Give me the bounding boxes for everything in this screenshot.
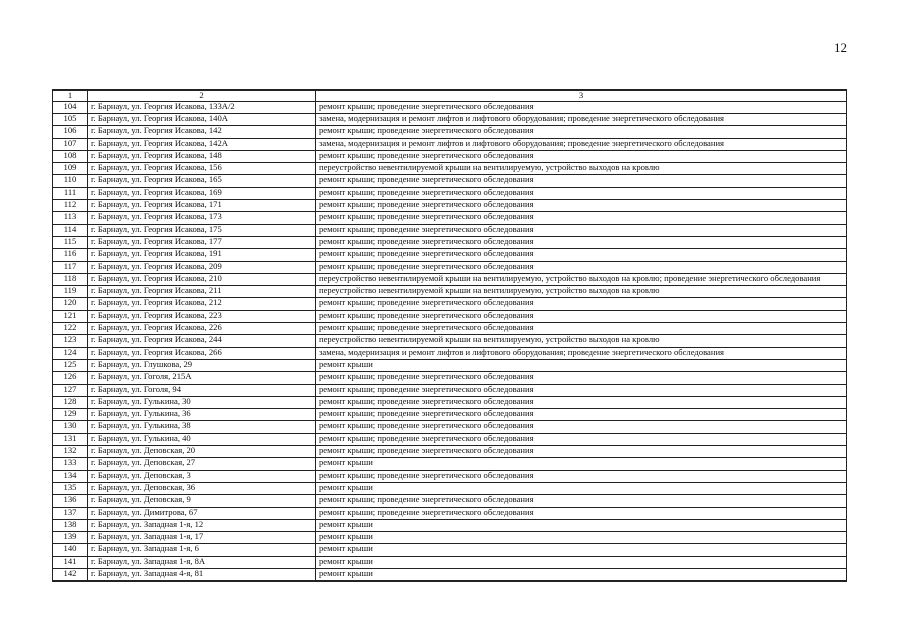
- row-number-cell: 128: [53, 396, 88, 408]
- table-row: [53, 323, 847, 335]
- works-cell: замена, модернизация и ремонт лифтов и лифтового оборудования; проведение энергетического обследования: [316, 138, 847, 150]
- address-cell: г. Барнаул, ул. Гулькина, 38: [88, 421, 316, 433]
- works-cell: ремонт крыши; проведение энергетического обследования: [316, 175, 847, 187]
- works-cell: ремонт крыши; проведение энергетического обследования: [316, 212, 847, 224]
- address-cell: г. Барнаул, ул. Георгия Исакова, 171: [88, 200, 316, 212]
- table-row: [53, 224, 847, 236]
- works-cell: ремонт крыши; проведение энергетического обследования: [316, 507, 847, 519]
- table-row: [53, 482, 847, 494]
- address-cell: г. Барнаул, ул. Георгия Исакова, 175: [88, 224, 316, 236]
- works-cell: ремонт крыши; проведение энергетического обследования: [316, 421, 847, 433]
- row-number-cell: 117: [53, 261, 88, 273]
- table-row: [53, 126, 847, 138]
- table-body: [53, 101, 847, 581]
- address-cell: г. Барнаул, ул. Гулькина, 40: [88, 433, 316, 445]
- works-cell: ремонт крыши; проведение энергетического обследования: [316, 150, 847, 162]
- address-cell: г. Барнаул, ул. Георгия Исакова, 165: [88, 175, 316, 187]
- address-cell: г. Барнаул, ул. Западная 1-я, 17: [88, 532, 316, 544]
- row-number-cell: 122: [53, 323, 88, 335]
- address-cell: г. Барнаул, ул. Георгия Исакова, 169: [88, 187, 316, 199]
- table-row: [53, 298, 847, 310]
- row-number-cell: 136: [53, 495, 88, 507]
- works-cell: ремонт крыши: [316, 544, 847, 556]
- works-cell: ремонт крыши; проведение энергетического обследования: [316, 224, 847, 236]
- works-cell: ремонт крыши; проведение энергетического обследования: [316, 298, 847, 310]
- works-cell: ремонт крыши; проведение энергетического обследования: [316, 200, 847, 212]
- table-row: [53, 421, 847, 433]
- row-number-cell: 120: [53, 298, 88, 310]
- table-row: [53, 384, 847, 396]
- works-cell: переустройство невентилируемой крыши на вентилируемую, устройство выходов на кровлю: [316, 286, 847, 298]
- table-row: [53, 544, 847, 556]
- works-cell: ремонт крыши: [316, 458, 847, 470]
- table-row: [53, 433, 847, 445]
- address-cell: г. Барнаул, ул. Западная 4-я, 81: [88, 568, 316, 580]
- works-cell: замена, модернизация и ремонт лифтов и лифтового оборудования; проведение энергетического обследования: [316, 347, 847, 359]
- table-row: [53, 163, 847, 175]
- works-cell: ремонт крыши; проведение энергетического обследования: [316, 433, 847, 445]
- works-cell: ремонт крыши: [316, 359, 847, 371]
- address-cell: г. Барнаул, ул. Георгия Исакова, 210: [88, 273, 316, 285]
- row-number-cell: 132: [53, 446, 88, 458]
- table-row: [53, 236, 847, 248]
- address-cell: г. Барнаул, ул. Гоголя, 215А: [88, 372, 316, 384]
- address-cell: г. Барнаул, ул. Деповская, 36: [88, 482, 316, 494]
- table-row: [53, 335, 847, 347]
- address-cell: г. Барнаул, ул. Гулькина, 36: [88, 409, 316, 421]
- address-cell: г. Барнаул, ул. Георгия Исакова, 173: [88, 212, 316, 224]
- table-row: [53, 261, 847, 273]
- works-cell: ремонт крыши; проведение энергетического обследования: [316, 372, 847, 384]
- row-number-cell: 116: [53, 249, 88, 261]
- row-number-cell: 138: [53, 519, 88, 531]
- address-cell: г. Барнаул, ул. Георгия Исакова, 140А: [88, 114, 316, 126]
- table-row: [53, 347, 847, 359]
- address-cell: г. Барнаул, ул. Западная 1-я, 12: [88, 519, 316, 531]
- table-row: [53, 249, 847, 261]
- row-number-cell: 119: [53, 286, 88, 298]
- address-cell: г. Барнаул, ул. Деповская, 20: [88, 446, 316, 458]
- table-row: [53, 175, 847, 187]
- works-cell: ремонт крыши; проведение энергетического обследования: [316, 384, 847, 396]
- address-cell: г. Барнаул, ул. Георгия Исакова, 223: [88, 310, 316, 322]
- row-number-cell: 123: [53, 335, 88, 347]
- row-number-cell: 112: [53, 200, 88, 212]
- table-row: [53, 114, 847, 126]
- row-number-cell: 141: [53, 556, 88, 568]
- table-row: [53, 409, 847, 421]
- table-row: [53, 101, 847, 113]
- address-cell: г. Барнаул, ул. Георгия Исакова, 148: [88, 150, 316, 162]
- address-cell: г. Барнаул, ул. Димитрова, 67: [88, 507, 316, 519]
- column-header-address: 2: [88, 90, 316, 101]
- works-cell: ремонт крыши: [316, 532, 847, 544]
- table-row: [53, 138, 847, 150]
- works-cell: ремонт крыши; проведение энергетического обследования: [316, 323, 847, 335]
- address-cell: г. Барнаул, ул. Западная 1-я, 8А: [88, 556, 316, 568]
- row-number-cell: 125: [53, 359, 88, 371]
- works-cell: ремонт крыши; проведение энергетического обследования: [316, 236, 847, 248]
- row-number-cell: 121: [53, 310, 88, 322]
- table-row: [53, 310, 847, 322]
- works-cell: ремонт крыши; проведение энергетического обследования: [316, 126, 847, 138]
- table-row: [53, 507, 847, 519]
- table-row: [53, 396, 847, 408]
- row-number-cell: 133: [53, 458, 88, 470]
- row-number-cell: 114: [53, 224, 88, 236]
- table-row: [53, 200, 847, 212]
- works-cell: ремонт крыши; проведение энергетического обследования: [316, 261, 847, 273]
- works-cell: ремонт крыши; проведение энергетического обследования: [316, 187, 847, 199]
- address-cell: г. Барнаул, ул. Георгия Исакова, 142: [88, 126, 316, 138]
- address-cell: г. Барнаул, ул. Гулькина, 30: [88, 396, 316, 408]
- row-number-cell: 127: [53, 384, 88, 396]
- row-number-cell: 107: [53, 138, 88, 150]
- row-number-cell: 134: [53, 470, 88, 482]
- address-cell: г. Барнаул, ул. Георгия Исакова, 191: [88, 249, 316, 261]
- row-number-cell: 104: [53, 101, 88, 113]
- row-number-cell: 111: [53, 187, 88, 199]
- address-cell: г. Барнаул, ул. Георгия Исакова, 156: [88, 163, 316, 175]
- row-number-cell: 130: [53, 421, 88, 433]
- table-row: [53, 359, 847, 371]
- address-cell: г. Барнаул, ул. Георгия Исакова, 212: [88, 298, 316, 310]
- row-number-cell: 110: [53, 175, 88, 187]
- table-row: [53, 150, 847, 162]
- works-cell: ремонт крыши; проведение энергетического обследования: [316, 101, 847, 113]
- row-number-cell: 124: [53, 347, 88, 359]
- address-cell: г. Барнаул, ул. Западная 1-я, 6: [88, 544, 316, 556]
- works-cell: ремонт крыши: [316, 568, 847, 580]
- address-cell: г. Барнаул, ул. Деповская, 3: [88, 470, 316, 482]
- row-number-cell: 115: [53, 236, 88, 248]
- column-header-number: 1: [53, 90, 88, 101]
- table-row: [53, 458, 847, 470]
- row-number-cell: 129: [53, 409, 88, 421]
- address-cell: г. Барнаул, ул. Георгия Исакова, 142А: [88, 138, 316, 150]
- works-cell: ремонт крыши; проведение энергетического обследования: [316, 409, 847, 421]
- table-row: [53, 568, 847, 580]
- address-cell: г. Барнаул, ул. Георгия Исакова, 211: [88, 286, 316, 298]
- page-number: 12: [834, 40, 847, 55]
- table-row: [53, 187, 847, 199]
- address-cell: г. Барнаул, ул. Георгия Исакова, 266: [88, 347, 316, 359]
- table-row: [53, 212, 847, 224]
- address-cell: г. Барнаул, ул. Георгия Исакова, 226: [88, 323, 316, 335]
- works-cell: ремонт крыши; проведение энергетического обследования: [316, 470, 847, 482]
- row-number-cell: 137: [53, 507, 88, 519]
- works-cell: ремонт крыши; проведение энергетического обследования: [316, 249, 847, 261]
- address-cell: г. Барнаул, ул. Деповская, 27: [88, 458, 316, 470]
- works-cell: ремонт крыши; проведение энергетического обследования: [316, 310, 847, 322]
- row-number-cell: 109: [53, 163, 88, 175]
- address-cell: г. Барнаул, ул. Деповская, 9: [88, 495, 316, 507]
- works-cell: ремонт крыши; проведение энергетического обследования: [316, 396, 847, 408]
- address-cell: г. Барнаул, ул. Гоголя, 94: [88, 384, 316, 396]
- address-cell: г. Барнаул, ул. Георгия Исакова, 177: [88, 236, 316, 248]
- table-row: [53, 556, 847, 568]
- table-row: [53, 495, 847, 507]
- works-cell: ремонт крыши: [316, 482, 847, 494]
- row-number-cell: 139: [53, 532, 88, 544]
- table-row: [53, 286, 847, 298]
- row-number-cell: 126: [53, 372, 88, 384]
- address-cell: г. Барнаул, ул. Георгия Исакова, 133А/2: [88, 101, 316, 113]
- table-header-row: [53, 90, 847, 101]
- works-cell: переустройство невентилируемой крыши на вентилируемую, устройство выходов на кровлю; проведение энергетического обследования: [316, 273, 847, 285]
- address-cell: г. Барнаул, ул. Георгия Исакова, 244: [88, 335, 316, 347]
- row-number-cell: 106: [53, 126, 88, 138]
- row-number-cell: 113: [53, 212, 88, 224]
- works-cell: ремонт крыши; проведение энергетического обследования: [316, 495, 847, 507]
- row-number-cell: 142: [53, 568, 88, 580]
- works-cell: замена, модернизация и ремонт лифтов и лифтового оборудования; проведение энергетического обследования: [316, 114, 847, 126]
- column-header-works: 3: [316, 90, 847, 101]
- row-number-cell: 118: [53, 273, 88, 285]
- row-number-cell: 135: [53, 482, 88, 494]
- works-cell: ремонт крыши: [316, 519, 847, 531]
- table-row: [53, 470, 847, 482]
- table-row: [53, 372, 847, 384]
- row-number-cell: 131: [53, 433, 88, 445]
- address-cell: г. Барнаул, ул. Георгия Исакова, 209: [88, 261, 316, 273]
- address-cell: г. Барнаул, ул. Глушкова, 29: [88, 359, 316, 371]
- table-row: [53, 273, 847, 285]
- table-row: [53, 519, 847, 531]
- works-cell: ремонт крыши: [316, 556, 847, 568]
- works-table: [52, 89, 847, 582]
- row-number-cell: 140: [53, 544, 88, 556]
- works-cell: ремонт крыши; проведение энергетического обследования: [316, 446, 847, 458]
- table-row: [53, 446, 847, 458]
- row-number-cell: 105: [53, 114, 88, 126]
- table-row: [53, 532, 847, 544]
- row-number-cell: 108: [53, 150, 88, 162]
- works-cell: переустройство невентилируемой крыши на вентилируемую, устройство выходов на кровлю: [316, 335, 847, 347]
- works-cell: переустройство невентилируемой крыши на вентилируемую, устройство выходов на кровлю: [316, 163, 847, 175]
